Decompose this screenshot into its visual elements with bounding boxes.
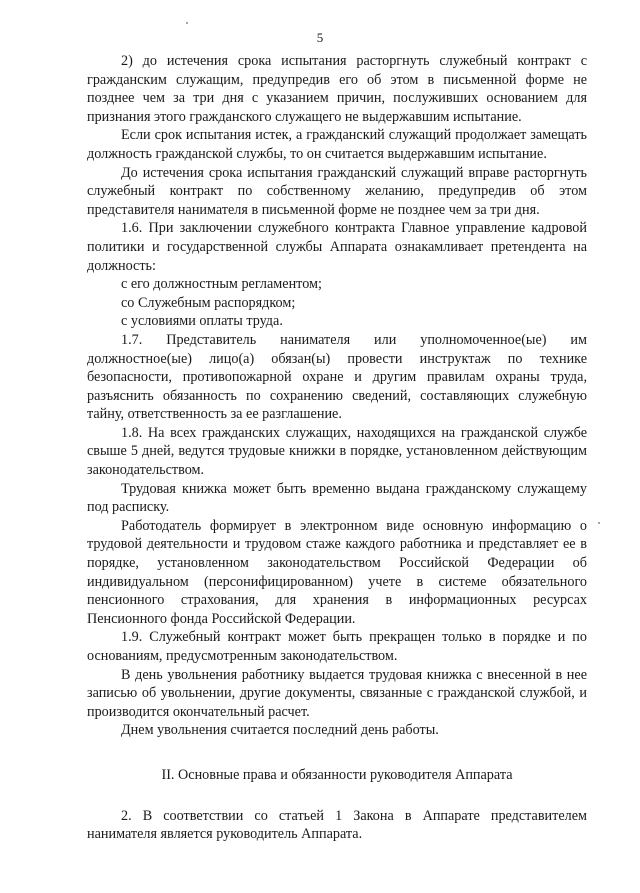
paragraph: 1.6. При заключении служебного контракта Главное управление кадровой политики и государственной службы Аппарата ознакамливает претендента на должность:	[87, 220, 587, 274]
scan-speck	[186, 22, 188, 24]
paragraph: Если срок испытания истек, а гражданский служащий продолжает замещать должность гражданской службы, то он считается выдержавшим испытание.	[87, 127, 587, 162]
scan-speck	[598, 522, 600, 524]
paragraph: 1.9. Служебный контракт может быть прекращен только в порядке и по основаниям, предусмотренным законодательством.	[87, 629, 587, 664]
paragraph: 1.7. Представитель нанимателя или уполномоченное(ые) им должностное(ые) лицо(а) обязан(ы) провести инструктаж по технике безопасности, противопожарной охране и другим правилам охраны труда, разъяснить обязанность по сохранению сведений, составляющих служебную тайну, ответственность за ее разглашение.	[87, 331, 587, 423]
paragraph: В день увольнения работнику выдается трудовая книжка с внесенной в нее записью об увольнении, другие документы, связанные с гражданской службой, и производится окончательный расчет.	[87, 666, 587, 720]
paragraph: 2) до истечения срока испытания расторгнуть служебный контракт с гражданским служащим, предупредив его об этом в письменной форме не позднее чем за три дня с указанием причин, послуживших основанием для признания этого гражданского служащего не выдержавшим испытание.	[87, 53, 587, 125]
paragraph: Днем увольнения считается последний день работы.	[121, 722, 439, 739]
paragraph: 1.8. На всех гражданских служащих, находящихся на гражданской службе свыше 5 дней, ведутся трудовые книжки в порядке, установленном действующим законодательством.	[87, 424, 587, 479]
paragraph: До истечения срока испытания гражданский служащий вправе расторгнуть служебный контракт по собственному желанию, предупредив об этом представителя нанимателя в письменной форме не позднее чем за три дня.	[87, 164, 587, 218]
paragraph: Работодатель формирует в электронном виде основную информацию о трудовой деятельности и трудовом стаже каждого работника и представляет ее в порядке, установленном законодательством Российской Федерации об индивидуальном (персонифицированном) учете в системе обязательного пенсионного страхования, для хранения в информационных ресурсах Пенсионного фонда Российской Федерации.	[87, 517, 587, 627]
paragraph: 2. В соответствии со статьей 1 Закона в Аппарате представителем нанимателя является руководитель Аппарата.	[87, 807, 587, 843]
list-item: с его должностным регламентом;	[121, 276, 322, 293]
page-number: 5	[316, 30, 324, 45]
section-title: II. Основные права и обязанности руководителя Аппарата	[161, 766, 513, 783]
paragraph: Трудовая книжка может быть временно выдана гражданскому служащему под расписку.	[87, 480, 587, 516]
document-body	[87, 52, 587, 844]
list-item: с условиями оплаты труда.	[121, 313, 283, 330]
list-item: со Служебным распорядком;	[121, 294, 296, 311]
